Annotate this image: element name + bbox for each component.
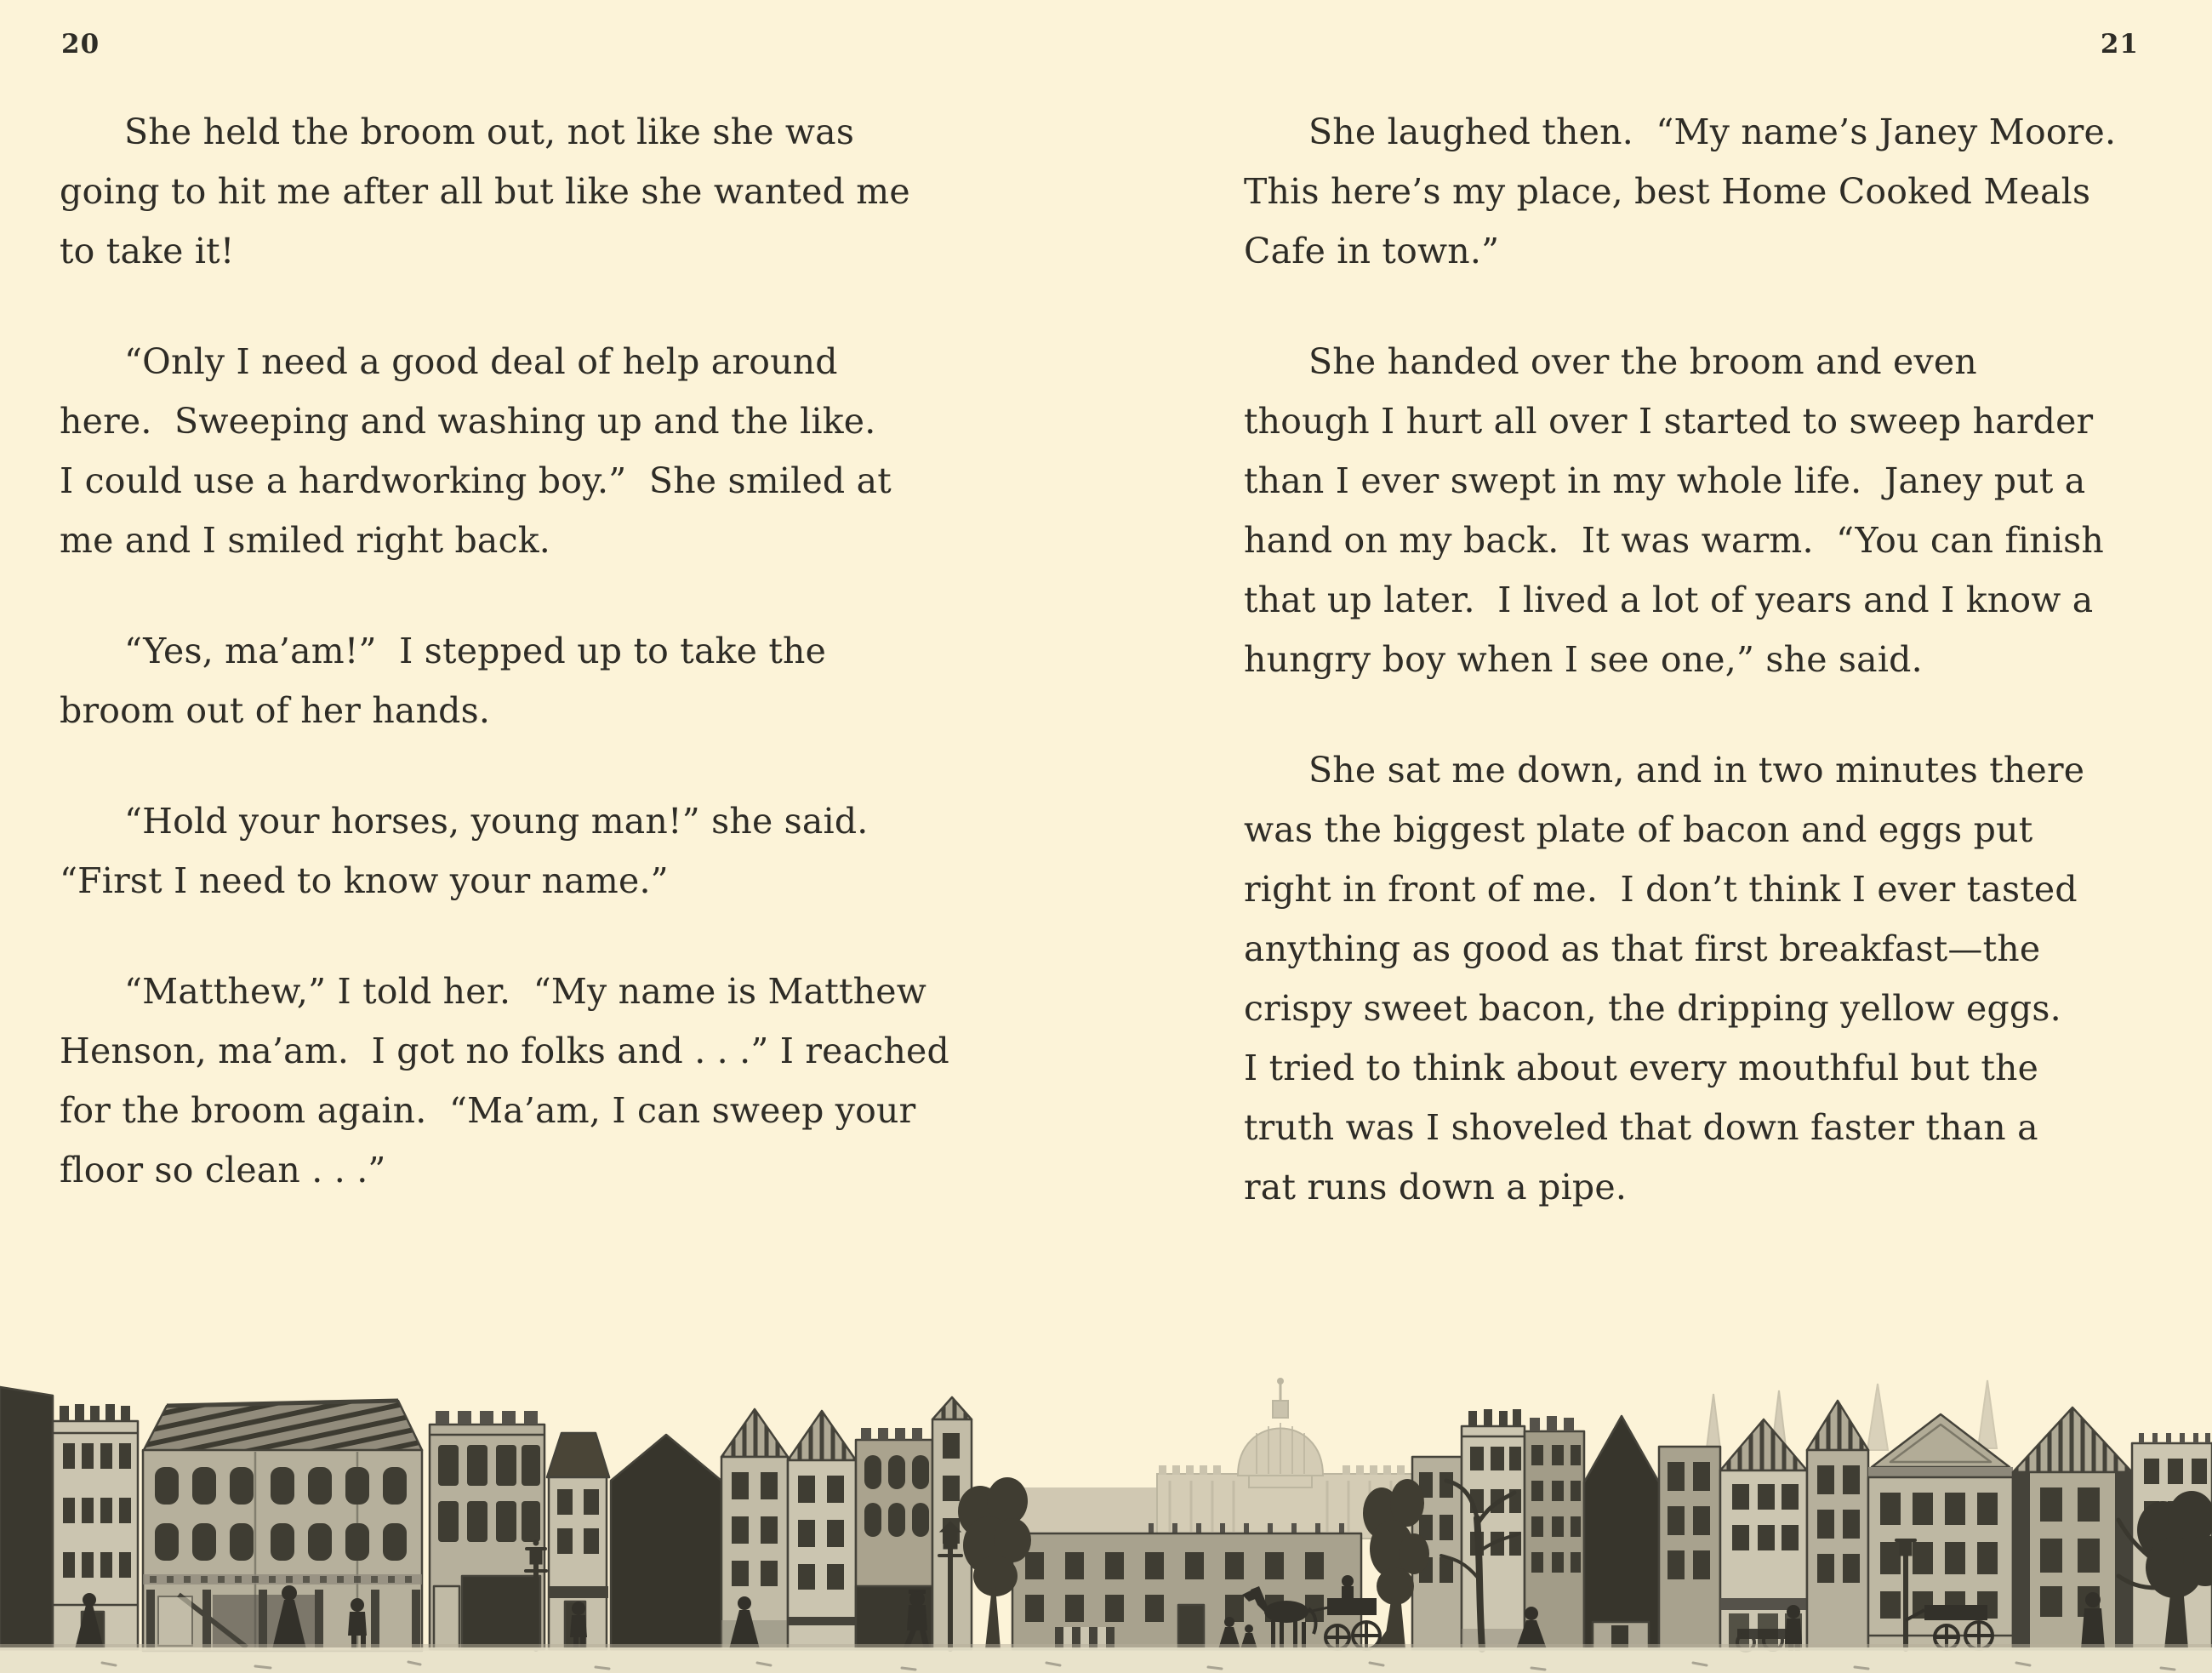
text-line: “Hold your horses, young man!” she said. (124, 801, 869, 842)
text-line: She handed over the broom and even (1308, 341, 1977, 382)
text-column-right (1244, 102, 2171, 1268)
building-tenement (53, 1404, 138, 1649)
text-line: that up later. I lived a lot of years and I know a (1244, 580, 2094, 620)
text-line: hungry boy when I see one,” she said. (1244, 639, 1923, 680)
text-line: “Yes, ma’am!” I stepped up to take the (124, 631, 827, 671)
text-line: She sat me down, and in two minutes there (1308, 750, 2085, 791)
paragraph (60, 621, 987, 740)
paragraph (60, 791, 987, 911)
building-dark-gable (611, 1435, 721, 1649)
text-line: anything as good as that first breakfast—the (1244, 928, 2041, 969)
text-line: “First I need to know your name.” (60, 860, 669, 901)
building-tall-light (1462, 1409, 1525, 1649)
text-line: rat runs down a pipe. (1244, 1167, 1628, 1208)
text-line: for the broom again. “Ma’am, I can sweep your (60, 1090, 916, 1131)
text-line: going to hit me after all but like she wanted me (60, 171, 910, 212)
building-gable-light (788, 1411, 856, 1649)
building-mid-plain (1659, 1447, 1720, 1649)
building-crenellated (430, 1411, 544, 1649)
text-column-left (60, 102, 987, 1251)
text-line: Cafe in town.” (1244, 231, 1500, 271)
street-ground (0, 1644, 2212, 1673)
text-line: than I ever swept in my whole life. Janey put a (1244, 460, 2086, 501)
paragraph (1244, 740, 2171, 1217)
text-line: She laughed then. “My name’s Janey Moore. (1308, 111, 2117, 152)
text-line: This here’s my place, best Home Cooked Meals (1244, 171, 2091, 212)
text-line: to take it! (60, 231, 235, 271)
text-line: “Matthew,” I told her. “My name is Matthew (124, 971, 926, 1012)
text-line: “Only I need a good deal of help around (124, 341, 838, 382)
text-line: here. Sweeping and washing up and the like. (60, 401, 876, 442)
paragraph (60, 962, 987, 1200)
building-dark-piers (2013, 1407, 2132, 1649)
text-line: Henson, ma’am. I got no folks and . . .” I reached (60, 1031, 949, 1071)
paragraph (60, 332, 987, 570)
building-striped-gable (721, 1409, 788, 1649)
text-line: was the biggest plate of bacon and eggs put (1244, 809, 2033, 850)
paragraph (1244, 332, 2171, 689)
page-number-left: 20 (61, 29, 100, 60)
building-long-block (1012, 1523, 1361, 1649)
town-illustration (0, 1305, 2212, 1673)
text-line: I could use a hardworking boy.” She smiled at (60, 460, 892, 501)
text-line: floor so clean . . .” (60, 1150, 386, 1191)
text-line: me and I smiled right back. (60, 520, 551, 561)
text-line: though I hurt all over I started to sweep harder (1244, 401, 2094, 442)
person (1785, 1605, 1802, 1651)
text-line: right in front of me. I don’t think I ever tasted (1244, 869, 2078, 910)
paragraph (60, 102, 987, 281)
page-number-right: 21 (2100, 29, 2139, 60)
text-line: broom out of her hands. (60, 690, 491, 731)
paragraph (1244, 102, 2171, 281)
text-line: She held the broom out, not like she was (124, 111, 855, 152)
building-dark-gable-right (1584, 1416, 1659, 1649)
text-line: crispy sweet bacon, the dripping yellow eggs. (1244, 988, 2061, 1029)
text-line: I tried to think about every mouthful but the (1244, 1048, 2039, 1088)
text-line: hand on my back. It was warm. “You can finish (1244, 520, 2104, 561)
text-line: truth was I shoveled that down faster than a (1244, 1107, 2038, 1148)
building-tall-striped-roof (1807, 1401, 1868, 1649)
building-dark-left (0, 1387, 53, 1649)
